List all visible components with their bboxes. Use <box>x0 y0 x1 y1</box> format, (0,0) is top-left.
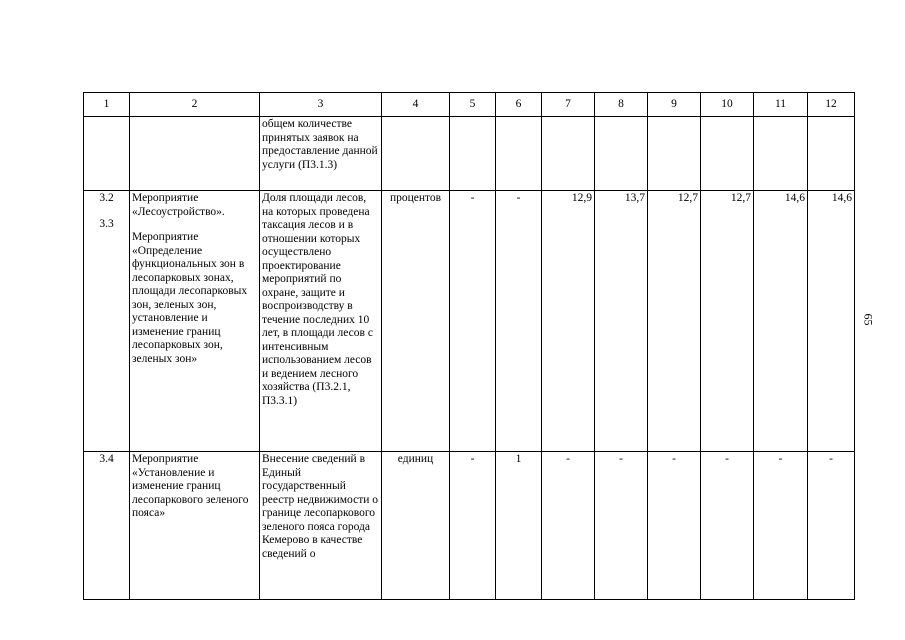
value-cell: - <box>648 452 701 600</box>
value-cell <box>542 117 595 191</box>
indicators-table <box>83 92 855 600</box>
value-cell <box>754 117 808 191</box>
value-cell: - <box>496 191 542 452</box>
value-cell: - <box>701 452 754 600</box>
value-cell: 14,6 <box>808 191 855 452</box>
value-cell: 1 <box>496 452 542 600</box>
indicator-name: Доля площади лесов, на которых проведена таксация лесов и в отношении которых осуществлено проектирование мероприятий по охране, защите и воспроизводству в течение последних 10 лет, в площади лесов с интенсивным использованием лесов и ведением лесного хозяйства (П3.2.1, П3.3.1) <box>260 191 382 452</box>
header-row <box>84 93 855 117</box>
header-cell: 1 <box>84 93 130 117</box>
header-cell: 11 <box>754 93 808 117</box>
event-name: Мероприятие «Установление и изменение границ лесопаркового зеленого пояса» <box>130 452 260 600</box>
value-cell: - <box>754 452 808 600</box>
value-cell: - <box>808 452 855 600</box>
header-cell: 9 <box>648 93 701 117</box>
value-cell <box>701 117 754 191</box>
header-cell: 3 <box>260 93 382 117</box>
value-cell <box>648 117 701 191</box>
value-cell <box>450 117 496 191</box>
indicator-name: общем количестве принятых заявок на предоставление данной услуги (П3.1.3) <box>260 117 382 191</box>
header-cell: 6 <box>496 93 542 117</box>
value-cell: 13,7 <box>595 191 648 452</box>
value-cell: 14,6 <box>754 191 808 452</box>
table-row <box>84 452 855 600</box>
value-cell: 12,9 <box>542 191 595 452</box>
row-number <box>84 191 130 452</box>
table-row <box>84 117 855 191</box>
page-number: 65 <box>861 313 876 326</box>
value-cell: - <box>542 452 595 600</box>
value-cell <box>808 117 855 191</box>
header-cell: 12 <box>808 93 855 117</box>
header-cell: 2 <box>130 93 260 117</box>
unit <box>382 117 450 191</box>
row-number: 3.4 <box>84 452 130 600</box>
event-name <box>130 191 260 452</box>
row-number-a: 3.2 <box>99 192 114 204</box>
unit: единиц <box>382 452 450 600</box>
event-name-b: Мероприятие «Определение функциональных зон в лесопарковых зонах, площади лесопарковых зон, зеленых зон, установление и изменение границ лесопарковых зон, зеленых зон» <box>132 231 248 365</box>
row-number-b: 3.3 <box>99 217 114 230</box>
event-name-a: Мероприятие «Лесоустройство». <box>132 192 225 218</box>
header-cell: 5 <box>450 93 496 117</box>
header-cell: 10 <box>701 93 754 117</box>
indicator-name: Внесение сведений в Единый государственный реестр недвижимости о границе лесопаркового зеленого пояса города Кемерово в качестве сведений о <box>260 452 382 600</box>
header-cell: 7 <box>542 93 595 117</box>
header-cell: 4 <box>382 93 450 117</box>
row-number <box>84 117 130 191</box>
header-cell: 8 <box>595 93 648 117</box>
value-cell: - <box>595 452 648 600</box>
value-cell: - <box>450 191 496 452</box>
table-row <box>84 191 855 452</box>
value-cell <box>496 117 542 191</box>
unit: процентов <box>382 191 450 452</box>
event-name <box>130 117 260 191</box>
value-cell: 12,7 <box>648 191 701 452</box>
value-cell: 12,7 <box>701 191 754 452</box>
value-cell <box>595 117 648 191</box>
value-cell: - <box>450 452 496 600</box>
